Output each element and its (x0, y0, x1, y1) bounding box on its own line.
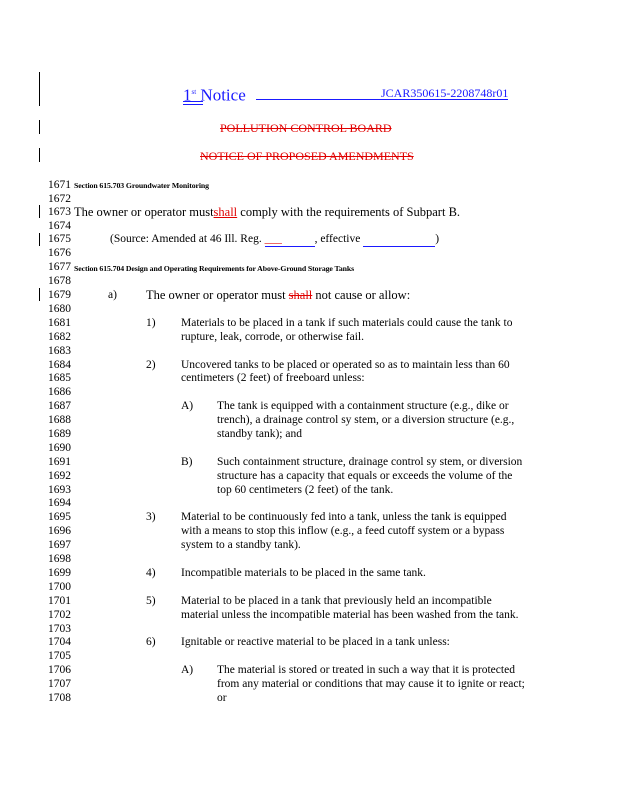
change-bar (39, 72, 40, 106)
line-number: 1671 (48, 179, 71, 191)
item-2a-line: trench), a drainage control sy stem, or a diversion structure (e.g., (217, 414, 515, 426)
notice-rule (183, 104, 203, 105)
notice-word: Notice (200, 85, 246, 105)
board-title: POLLUTION CONTROL BOARD (220, 121, 392, 135)
text: The owner or operator must (74, 205, 214, 219)
line-number: 1705 (48, 650, 71, 662)
item-2a-line: standby tank); and (217, 428, 302, 440)
register-dash: ___ (264, 233, 282, 245)
line-number: 1689 (48, 428, 71, 440)
item-a-text (146, 288, 410, 302)
item-6-line: Ignitable or reactive material to be placed in a tank unless: (181, 636, 450, 648)
item-2a-label: A) (181, 400, 194, 412)
change-bar (39, 205, 40, 218)
line-number: 1708 (48, 692, 71, 704)
line-number: 1674 (48, 220, 71, 232)
line-number: 1673 (48, 206, 71, 218)
register-blank (265, 232, 315, 247)
line-number: 1698 (48, 553, 71, 565)
source-note (110, 232, 439, 247)
change-bar (39, 288, 40, 301)
item-3-line: with a means to stop this inflow (e.g., a feed cutoff system or a bypass (181, 525, 505, 537)
section-703-heading: Section 615.703 Groundwater Monitoring (74, 181, 209, 190)
line-number: 1694 (48, 497, 71, 509)
item-a-label: a) (108, 289, 117, 301)
section-704-heading: Section 615.704 Design and Operating Requirements for Above-Ground Storage Tanks (74, 264, 355, 273)
item-1-line: Materials to be placed in a tank if such materials could cause the tank to (181, 317, 513, 329)
change-bar (39, 148, 40, 162)
item-6a-line: or (217, 692, 227, 704)
line-number: 1677 (48, 261, 71, 273)
item-2-label: 2) (146, 359, 156, 371)
item-3-line: Material to be continuously fed into a tank, unless the tank is equipped (181, 511, 507, 523)
line-number: 1695 (48, 511, 71, 523)
struck-text: shall (288, 288, 313, 302)
line-number: 1672 (48, 193, 71, 205)
item-6a-label: A) (181, 664, 194, 676)
notice-number: 1 (183, 85, 192, 105)
item-2b-line: structure has a capacity that equals or exceeds the volume of the (217, 470, 513, 482)
line-number: 1691 (48, 456, 71, 468)
line-number: 1675 (48, 233, 71, 245)
line-number: 1680 (48, 303, 71, 315)
item-2a-line: The tank is equipped with a containment structure (e.g., dike or (217, 400, 509, 412)
line-number: 1682 (48, 331, 71, 343)
change-bar (39, 233, 40, 246)
text: The owner or operator must (146, 288, 289, 302)
line-number: 1707 (48, 678, 71, 690)
change-bar (39, 120, 40, 134)
section-703-text (74, 205, 460, 219)
item-6a-line: from any material or conditions that may cause it to ignite or react; (217, 678, 525, 690)
line-number: 1679 (48, 289, 71, 301)
line-number: 1697 (48, 539, 71, 551)
line-number: 1681 (48, 317, 71, 329)
text: comply with the requirements of Subpart B. (237, 205, 461, 219)
notice-title: NOTICE OF PROPOSED AMENDMENTS (200, 149, 414, 163)
line-number: 1696 (48, 525, 71, 537)
line-number: 1704 (48, 636, 71, 648)
line-number: 1687 (48, 400, 71, 412)
item-5-line: material unless the incompatible material has been washed from the tank. (181, 609, 519, 621)
item-2-line: Uncovered tanks to be placed or operated so as to maintain less than 60 (181, 359, 510, 371)
item-2-line: centimeters (2 feet) of freeboard unless: (181, 372, 365, 384)
line-number: 1703 (48, 623, 71, 635)
source-text: , effective (314, 233, 364, 245)
item-6-label: 6) (146, 636, 156, 648)
text: not cause or allow: (312, 288, 411, 302)
item-1-label: 1) (146, 317, 156, 329)
jcar-number: JCAR350615-2208748r01 (381, 86, 509, 100)
item-3-label: 3) (146, 511, 156, 523)
line-number: 1692 (48, 470, 71, 482)
notice-rule (183, 101, 203, 102)
line-number: 1683 (48, 345, 71, 357)
item-3-line: system to a standby tank). (181, 539, 301, 551)
line-number: 1706 (48, 664, 71, 676)
item-6a-line: The material is stored or treated in such a way that it is protected (217, 664, 515, 676)
source-text: (Source: Amended at 46 Ill. Reg. (110, 233, 265, 245)
source-end: ) (435, 233, 440, 245)
item-4-label: 4) (146, 567, 156, 579)
line-number: 1685 (48, 372, 71, 384)
line-number: 1702 (48, 609, 71, 621)
notice-superscript: st (191, 88, 197, 96)
item-1-line: rupture, leak, corrode, or otherwise fail. (181, 331, 364, 343)
item-2b-line: top 60 centimeters (2 feet) of the tank. (217, 484, 394, 496)
line-number: 1688 (48, 414, 71, 426)
line-number: 1699 (48, 567, 71, 579)
item-2b-label: B) (181, 456, 193, 468)
line-number: 1676 (48, 247, 71, 259)
line-number: 1701 (48, 595, 71, 607)
line-number: 1693 (48, 484, 71, 496)
item-5-line: Material to be placed in a tank that previously held an incompatible (181, 595, 492, 607)
item-2b-line: Such containment structure, drainage control sy stem, or diversion (217, 456, 523, 468)
line-number: 1678 (48, 275, 71, 287)
effective-blank (363, 232, 435, 247)
line-number: 1684 (48, 359, 71, 371)
inserted-text: shall (213, 205, 238, 219)
item-4-line: Incompatible materials to be placed in the same tank. (181, 567, 426, 579)
line-number: 1686 (48, 386, 71, 398)
line-number: 1700 (48, 581, 71, 593)
line-number: 1690 (48, 442, 71, 454)
item-5-label: 5) (146, 595, 156, 607)
